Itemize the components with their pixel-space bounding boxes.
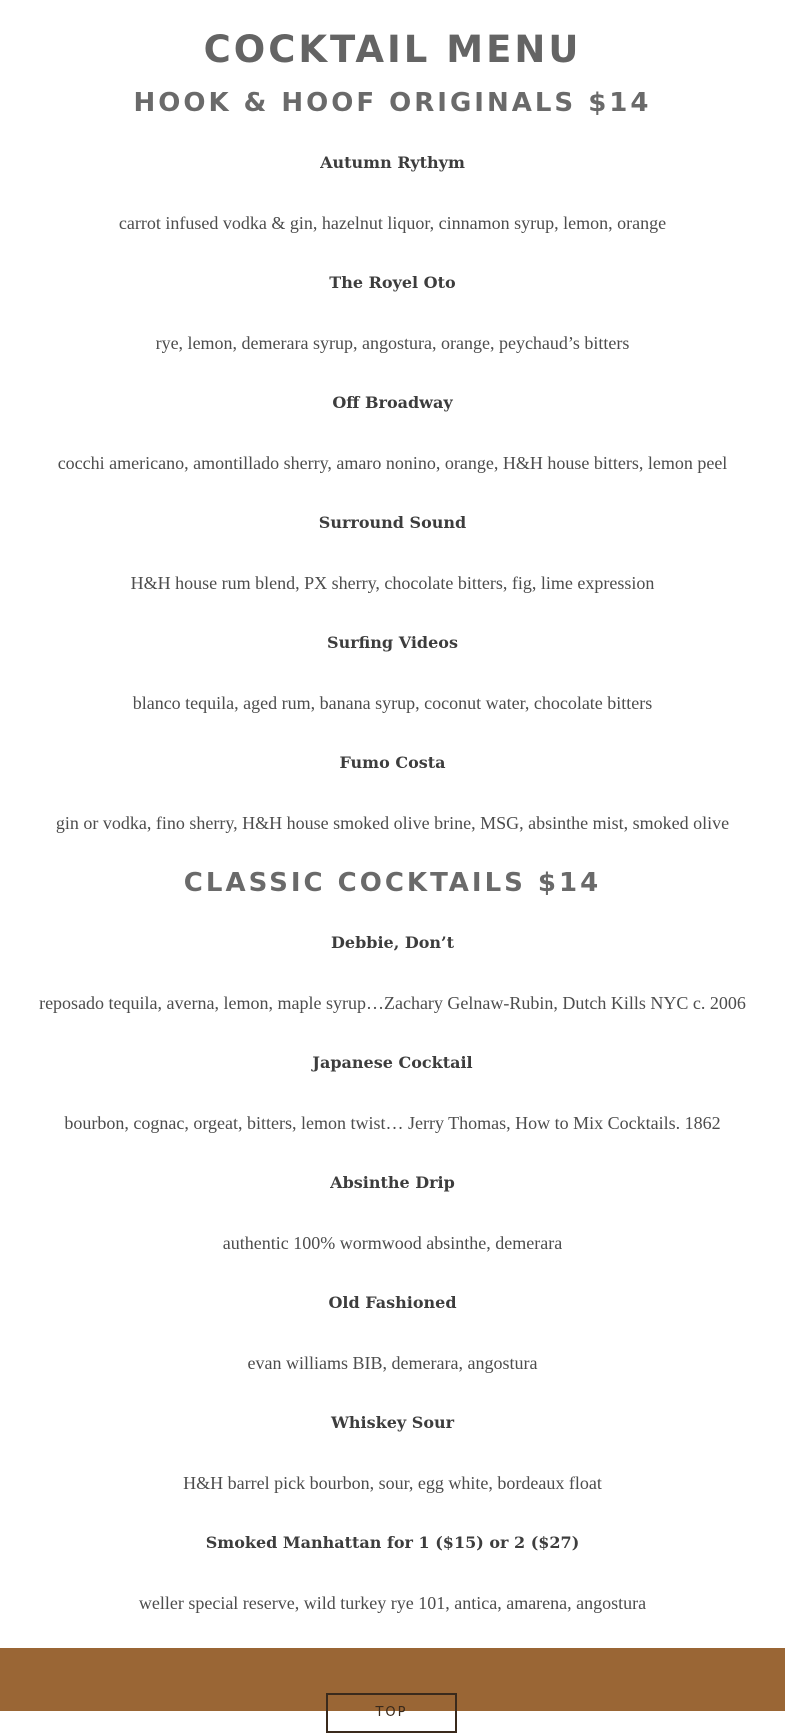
item-description: H&H barrel pick bourbon, sour, egg white, bordeaux float bbox=[183, 1473, 602, 1493]
item-description: evan williams BIB, demerara, angostura bbox=[247, 1353, 538, 1373]
item-name: Fumo Costa bbox=[339, 753, 446, 772]
page-footer bbox=[0, 1648, 785, 1720]
item-description: carrot infused vodka & gin, hazelnut liquor, cinnamon syrup, lemon, orange bbox=[118, 213, 667, 233]
section-title-classics: CLASSIC COCKTAILS $14 bbox=[183, 868, 602, 898]
item-description: blanco tequila, aged rum, banana syrup, coconut water, chocolate bitters bbox=[132, 693, 653, 713]
item-description: cocchi americano, amontillado sherry, amaro nonino, orange, H&H house bitters, lemon peel bbox=[57, 453, 728, 473]
item-name: Old Fashioned bbox=[328, 1293, 457, 1312]
item-name: Whiskey Sour bbox=[330, 1413, 455, 1432]
item-description: bourbon, cognac, orgeat, bitters, lemon twist… Jerry Thomas, How to Mix Cocktails. 1862 bbox=[64, 1113, 721, 1133]
item-name: Debbie, Don’t bbox=[331, 933, 454, 952]
item-name: Smoked Manhattan for 1 ($15) or 2 ($27) bbox=[205, 1533, 580, 1552]
item-description: authentic 100% wormwood absinthe, demerara bbox=[222, 1233, 563, 1253]
item-description: gin or vodka, fino sherry, H&H house smoked olive brine, MSG, absinthe mist, smoked olive bbox=[55, 813, 730, 833]
item-name: Surround Sound bbox=[318, 513, 467, 532]
item-name: Surfing Videos bbox=[327, 633, 458, 652]
item-name: Absinthe Drip bbox=[330, 1173, 455, 1192]
item-name: Autumn Rythym bbox=[320, 153, 465, 172]
menu-title: COCKTAIL MENU bbox=[203, 28, 582, 71]
item-description: H&H house rum blend, PX sherry, chocolate bitters, fig, lime expression bbox=[130, 573, 655, 593]
item-name: Off Broadway bbox=[332, 393, 453, 412]
item-name: Japanese Cocktail bbox=[312, 1053, 473, 1072]
item-description: weller special reserve, wild turkey rye 101, antica, amarena, angostura bbox=[138, 1593, 647, 1613]
item-description: reposado tequila, averna, lemon, maple syrup…Zachary Gelnaw-Rubin, Dutch Kills NYC c. 2006 bbox=[39, 993, 746, 1013]
back-to-top-button[interactable]: TOP bbox=[326, 1693, 457, 1733]
item-description: rye, lemon, demerara syrup, angostura, orange, peychaud’s bitters bbox=[155, 333, 630, 353]
section-title-originals: HOOK & HOOF ORIGINALS $14 bbox=[133, 88, 652, 118]
item-name: The Royel Oto bbox=[329, 273, 456, 292]
